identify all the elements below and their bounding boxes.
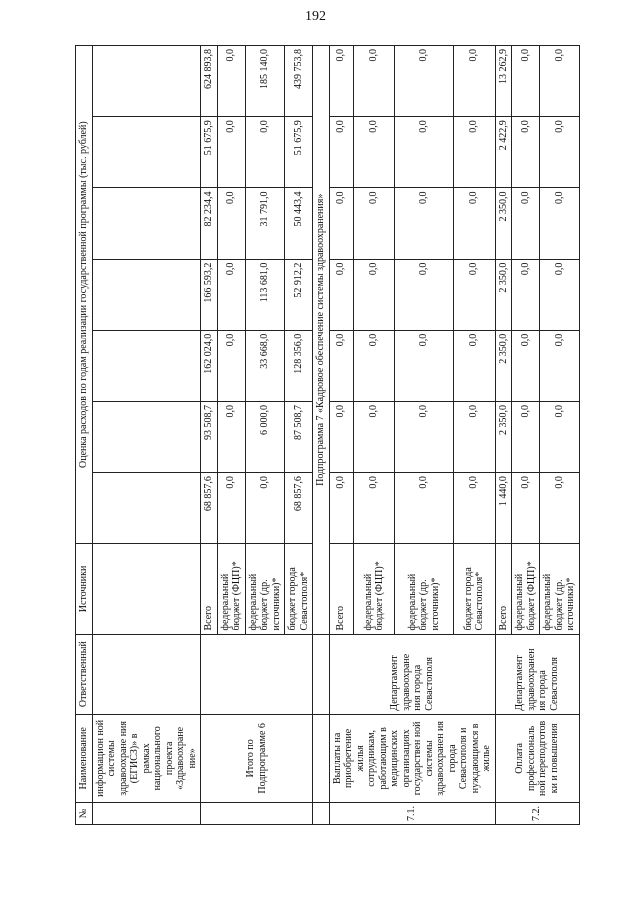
value-cell: 0,0: [329, 117, 353, 188]
value-cell: 82 234,4: [201, 188, 218, 259]
value-cell: 0,0: [395, 259, 454, 330]
value-cell: 0,0: [329, 401, 353, 472]
cell-name: информацион ной системы здравоохране ния (ЕГИСЗ)» в рамках национального проекта «Здравоохране ние»: [92, 714, 201, 802]
value-cell: 0,0: [453, 259, 495, 330]
budget-table: [75, 45, 580, 825]
cell-empty: [201, 802, 313, 824]
cell-empty: [92, 802, 201, 824]
value-cell: 0,0: [453, 401, 495, 472]
value-cell: 2 350,0: [495, 401, 512, 472]
cell-responsible: Департамент здравоохранен ия города Севастополя: [495, 634, 579, 714]
value-cell: 0,0: [353, 117, 395, 188]
value-cell: 0,0: [329, 46, 353, 117]
header-responsible: Ответственный: [76, 634, 93, 714]
value-cell: 68 857,6: [201, 473, 218, 544]
cell-source: Всего: [495, 544, 512, 634]
rotated-table-inner: [75, 45, 605, 825]
cell-source: бюджет города Севастополя*: [453, 544, 495, 634]
cell-empty: [92, 117, 201, 188]
value-cell: 0,0: [453, 473, 495, 544]
value-cell: 0,0: [245, 473, 285, 544]
cell-source: Всего: [329, 544, 353, 634]
cell-source: федеральный бюджет (ФЦП)*: [353, 544, 395, 634]
cell-source: федеральный бюджет (др. источники)*: [245, 544, 285, 634]
value-cell: 0,0: [395, 401, 454, 472]
cell-empty: [92, 544, 201, 634]
value-cell: 2 350,0: [495, 259, 512, 330]
header-no: №: [76, 802, 93, 824]
value-cell: 1 440,0: [495, 473, 512, 544]
cell-name: Выплаты на приобретение жилья сотрудникам, работающим в медицинских организациях государствен ной системы здравоохранен ия города Севастополя и нуждающимся в жилье: [329, 714, 495, 802]
cell-no: 7.2.: [495, 802, 579, 824]
value-cell: 0,0: [453, 188, 495, 259]
rotated-table-region: [75, 45, 605, 825]
value-cell: 0,0: [217, 330, 245, 401]
value-cell: 0,0: [353, 473, 395, 544]
value-cell: 0,0: [329, 188, 353, 259]
value-cell: 51 675,9: [285, 117, 313, 188]
header-row: [76, 46, 93, 825]
value-cell: 0,0: [217, 117, 245, 188]
table-row-item-72: [495, 46, 512, 825]
cell-empty: [92, 401, 201, 472]
value-cell: 162 024,0: [201, 330, 218, 401]
value-cell: 0,0: [353, 259, 395, 330]
value-cell: 0,0: [512, 259, 540, 330]
value-cell: 0,0: [217, 259, 245, 330]
value-cell: 0,0: [512, 330, 540, 401]
value-cell: 0,0: [353, 401, 395, 472]
value-cell: 0,0: [512, 188, 540, 259]
cell-source: федеральный бюджет (др. источники)*: [540, 544, 580, 634]
value-cell: 0,0: [329, 259, 353, 330]
value-cell: 185 140,0: [245, 46, 285, 117]
value-cell: 2 422,9: [495, 117, 512, 188]
page-number: 192: [305, 9, 326, 24]
value-cell: 439 753,8: [285, 46, 313, 117]
value-cell: 2 350,0: [495, 188, 512, 259]
value-cell: 51 675,9: [201, 117, 218, 188]
subprogram-title-row: [313, 46, 330, 825]
value-cell: 0,0: [540, 188, 580, 259]
value-cell: 0,0: [217, 401, 245, 472]
value-cell: 31 791,0: [245, 188, 285, 259]
value-cell: 0,0: [540, 259, 580, 330]
cell-source: федеральный бюджет (др. источники)*: [395, 544, 454, 634]
cell-empty: [92, 634, 201, 714]
value-cell: 0,0: [512, 117, 540, 188]
header-years-group: Оценка расходов по годам реализации государственной программы (тыс. рублей): [76, 46, 93, 544]
table-row-continuation: [92, 46, 201, 825]
cell-no: 7.1.: [329, 802, 495, 824]
cell-source: Всего: [201, 544, 218, 634]
value-cell: 0,0: [512, 401, 540, 472]
value-cell: 6 000,0: [245, 401, 285, 472]
value-cell: 113 681,0: [245, 259, 285, 330]
value-cell: 0,0: [395, 188, 454, 259]
cell-empty: [92, 259, 201, 330]
value-cell: 166 593,2: [201, 259, 218, 330]
value-cell: 0,0: [512, 473, 540, 544]
value-cell: 0,0: [329, 330, 353, 401]
value-cell: 87 508,7: [285, 401, 313, 472]
value-cell: 93 508,7: [201, 401, 218, 472]
value-cell: 0,0: [453, 330, 495, 401]
value-cell: 0,0: [353, 188, 395, 259]
value-cell: 0,0: [540, 401, 580, 472]
cell-empty: [313, 714, 330, 802]
value-cell: 0,0: [217, 46, 245, 117]
value-cell: 0,0: [453, 46, 495, 117]
value-cell: 0,0: [395, 46, 454, 117]
table-row-total: [201, 46, 218, 825]
value-cell: 128 356,0: [285, 330, 313, 401]
cell-empty: [201, 634, 313, 714]
value-cell: 0,0: [217, 473, 245, 544]
value-cell: 2 350,0: [495, 330, 512, 401]
cell-empty: [92, 473, 201, 544]
value-cell: 0,0: [540, 473, 580, 544]
value-cell: 0,0: [329, 473, 353, 544]
value-cell: 0,0: [540, 46, 580, 117]
header-name: Наименование: [76, 714, 93, 802]
value-cell: 52 912,2: [285, 259, 313, 330]
value-cell: 13 262,9: [495, 46, 512, 117]
cell-responsible: Департамент здравоохране ния города Севастополя: [329, 634, 495, 714]
cell-name: Оплата профессиональ ной переподготов ки и повышения: [495, 714, 579, 802]
value-cell: 50 443,4: [285, 188, 313, 259]
cell-source: бюджет города Севастополя*: [285, 544, 313, 634]
value-cell: 0,0: [453, 117, 495, 188]
cell-empty: [313, 634, 330, 714]
cell-source: федеральный бюджет (ФЦП)*: [217, 544, 245, 634]
value-cell: 0,0: [395, 330, 454, 401]
cell-source: федеральный бюджет (ФЦП)*: [512, 544, 540, 634]
cell-name: Итого по Подпрограмме 6: [201, 714, 313, 802]
table-row-item-71: [329, 46, 353, 825]
header-sources: Источники: [76, 544, 93, 634]
value-cell: 0,0: [217, 188, 245, 259]
value-cell: 0,0: [540, 117, 580, 188]
value-cell: 0,0: [353, 46, 395, 117]
value-cell: 0,0: [395, 117, 454, 188]
cell-empty: [313, 802, 330, 824]
value-cell: 0,0: [395, 473, 454, 544]
cell-empty: [92, 46, 201, 117]
value-cell: 0,0: [512, 46, 540, 117]
value-cell: 0,0: [540, 330, 580, 401]
cell-empty: [92, 330, 201, 401]
value-cell: 624 893,8: [201, 46, 218, 117]
cell-empty: [92, 188, 201, 259]
value-cell: 68 857,6: [285, 473, 313, 544]
value-cell: 33 668,0: [245, 330, 285, 401]
subprogram-title: Подпрограмма 7 «Кадровое обеспечение системы здравоохранения»: [313, 46, 330, 635]
value-cell: 0,0: [245, 117, 285, 188]
value-cell: 0,0: [353, 330, 395, 401]
